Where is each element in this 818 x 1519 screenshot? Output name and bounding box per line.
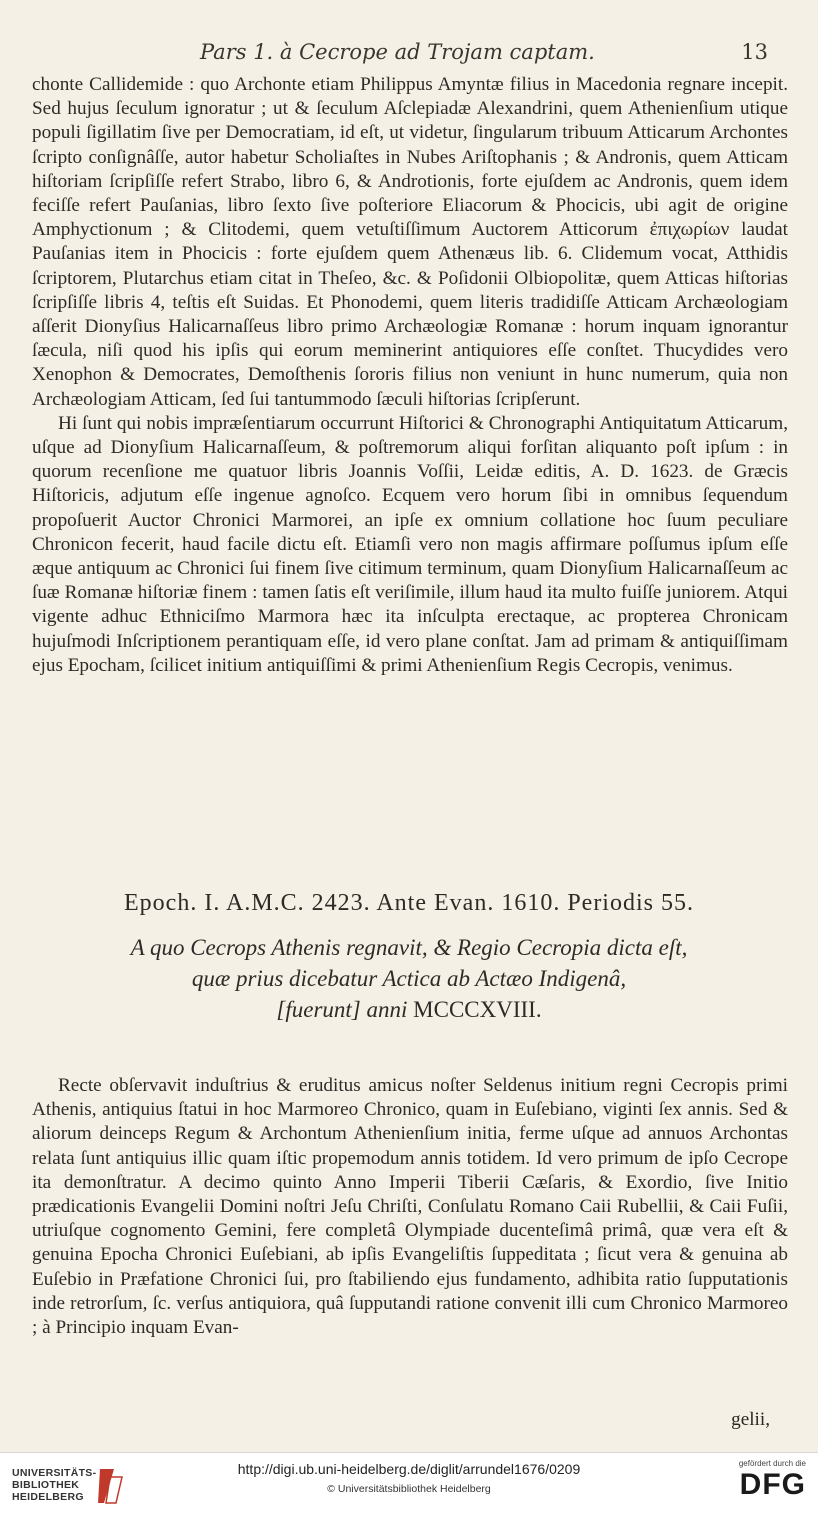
paragraph-historians: Hi ſunt qui nobis impræſentiarum occurrunt Hiſtorici & Chronographi Antiquitatum Atticarum, uſque ad Dionyſium Halicarnaſſeum, & poſtremorum aliqui forſitan aliquanto poſt ipſum : in quorum recenſione me quatuor libris Joannis Voſſii, Leidæ editis, A. D. 1623. de Græcis Hiſtoricis, adjutum eſſe ingenue agnoſco. Ecquem vero horum ſibi in omnibus ſequendum propoſuerit Auctor Chronici Marmorei, an ipſe ex omnium collatione hoc ſuum peculiare Chronicon fecerit, haud facile dictu eſt. Etiamſi vero non magis affirmare poſſumus ipſum eſſe æque antiquum ac Chronici ſui finem ſive citimum terminum, quam Dionyſium Halicarnaſſeum ac ſuæ Romanæ hiſtoriæ finem : tamen ſatis eſt veriſimile, illum haud ita multo fuiſſe juniorem. Atqui vigente adhuc Ethniciſmo Marmora hæc ita inſculpta erectaque, ac propterea Chronicam hujuſmodi Inſcriptionem perantiquam eſſe, id vero plane conſtat. Jam ad primam & antiquiſſimam ejus Epocham, ſcilicet initium antiquiſſimi & primi Athenienſium Regis Cecropis, venimus. [32,412,788,676]
subtitle-line-3-italic: [fuerunt] anni [276,997,408,1022]
library-name-line-3: HEIDELBERG [12,1491,84,1503]
library-name-line-1: UNIVERSITÄTS- [12,1467,97,1479]
running-title: Pars 1. à Cecrope ad Trojam captam. [200,40,595,64]
epoch-subtitle [40,932,778,1025]
epoch-heading: Epoch. I. A.M.C. 2423. Ante Evan. 1610. Periodis 55. [124,890,694,916]
copyright-notice: © Universitätsbibliothek Heidelberg [327,1483,491,1495]
subtitle-line-2: quæ prius dicebatur Actica ab Actæo Indigenâ, [191,966,627,991]
paragraph-continuation: chonte Callidemide : quo Archonte etiam Philippus Amyntæ filius in Macedonia regnare incepit. Sed hujus ſeculum ignoratur ; ut & ſeculum Aſclepiadæ Alexandrini, quem Athenienſium utique populi ſigillatim ſive per Democratiam, id eſt, ut videtur, ſingularum tribuum Atticarum Archontes ſcripto conſignâſſe, autor habetur Scholiaſtes in Nubes Ariſtophanis ; & Andronis, quem Atticam hiſtoriam ſcripſiſſe refert Strabo, libro 6, & Androtionis, forte ejuſdem ac Andronis, quem idem feciſſe refert Pauſanias, libro ſexto ſive poſteriore Eliacorum & Phocicis, ubi agit de origine Amphyctionum ; & Clitodemi, quem vetuſtiſſimum Auctorem Atticorum ἐπιχωρίων laudat Pauſanias item in Phocicis : forte ejuſdem quem Athenæus lib. 6. Clidemum vocat, Atthidis ſcriptorem, Plutarchus etiam citat in Theſeo, &c. & Poſidonii Olbiopolitæ, quem Atticas hiſtorias ſcripſiſſe libris 4, teſtis eſt Suidas. Et Phonodemi, quem literis tradidiſſe Atticam Archæologiam aſſerit Dionyſius Halicarnaſſeus libro primo Archæologiæ Romanæ : horum inquam ignorantur ſæcula, niſi quod his ipſis qui eorum meminerint antiquiores eſſe conſtet. Thucydides vero Xenophon & Democrates, Demoſthenis ſororis filius non veniunt in hunc numerum, quia non Archæologiam Atticam, ſed ſui tantummodo ſæculi hiſtorias ſcripſerunt. [32,74,788,410]
subtitle-line-3 [40,994,778,1025]
funded-by-label: gefördert durch die [738,1459,806,1468]
library-name-line-2: BIBLIOTHEK [12,1479,80,1491]
subtitle-line-3-roman: MCCCXVIII. [413,997,542,1022]
dfg-logo[interactable] [716,1459,806,1511]
page-number: 13 [741,40,768,64]
paragraph-seldenus: Recte obſervavit induſtrius & eruditus amicus noſter Seldenus initium regni Cecropis primi Athenis, antiquius ſtatui in hoc Marmoreo Chronico, quam in Euſebiano, viginti ſex annis. Sed & aliorum deinceps Regum & Archontum Athenienſium initia, ferme uſque ad annuos Archontas relata ſunt antiquius illic quam iſtic propemodum annis totidem. Id vero primum de ipſo Cecrope ita demonſtratur. A decimo quinto Anno Imperii Tiberii Cæſaris, & Exordio, ſive Initio prædicationis Evangelii Domini noſtri Jeſu Chriſti, Conſulatu Romano Caii Rubellii, & Caii Fuſii, utriuſque cognomento Gemini, fere completâ Olympiade ducenteſimâ primâ, quæ vera eſt & genuina Epocha Chronici Euſebiani, ab ipſis Evangeliſtis ſuppeditata ; ſicut vera & genuina ab Euſebio in Præfatione Chronici ſui, pro ſtabiliendo ejus fundamento, adhibita ratio ſupputationis inde retrorſum, ſc. verſus antiquiora, quâ ſupputandi ratione convenit illi cum Chronico Marmoreo ; à Principio inquam Evan- [32,1075,788,1339]
text-block-bottom [32,1074,788,1340]
running-header [40,40,778,72]
permalink-url[interactable]: http://digi.ub.uni-heidelberg.de/diglit/arrundel1676/0209 [237,1461,581,1477]
catchword: gelii, [731,1409,770,1430]
dfg-wordmark: DFG [739,1468,806,1501]
text-block-top [32,73,788,678]
footer-bar [0,1452,818,1519]
subtitle-line-1: A quo Cecrops Athenis regnavit, & Regio Cecropia dicta eſt, [130,935,688,960]
